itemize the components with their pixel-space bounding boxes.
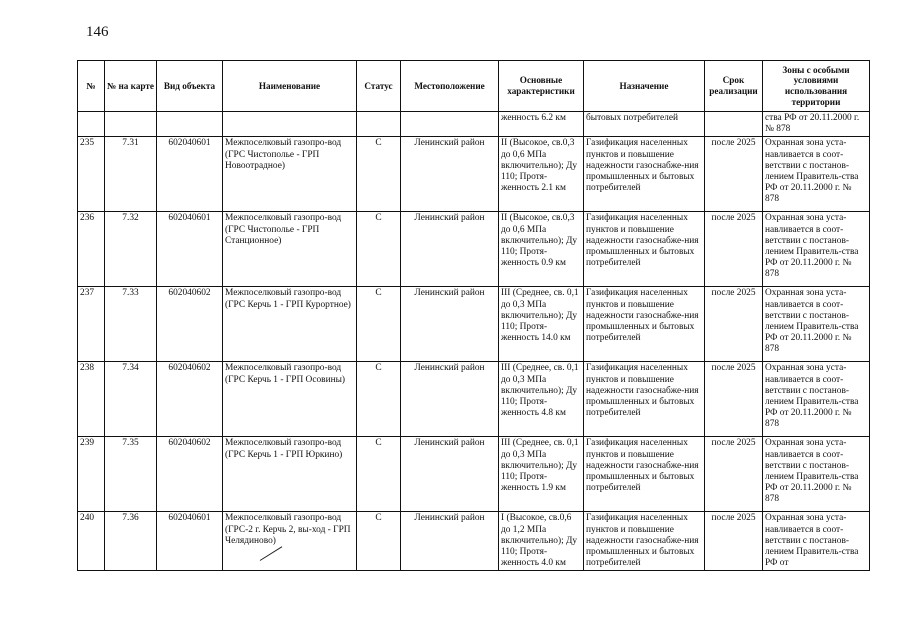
cell-zones: Охранная зона уста-навливается в соот-ветствии с постанов-лением Правитель-ства РФ от 20.11.2000 г. № 878 <box>763 212 870 287</box>
table-row <box>78 437 870 512</box>
cell-purpose: Газификация населенных пунктов и повышение надежности газоснабже-ния промышленных и бытовых потребителей <box>584 212 705 287</box>
cell-map-no: 7.35 <box>105 437 157 512</box>
cell-location: Ленинский район <box>401 512 499 571</box>
cell-characteristics: III (Среднее, св. 0,1 до 0,3 МПа включительно); Ду 110; Протя-женность 1.9 км <box>499 437 584 512</box>
cell-zones: ства РФ от 20.11.2000 г. № 878 <box>763 112 870 137</box>
cell-name: Межпоселковый газопро-вод (ГРС Керчь 1 - ГРП Юркино) <box>223 437 357 512</box>
cell-term: после 2025 <box>705 437 763 512</box>
header-object-type: Вид объекта <box>157 61 223 112</box>
page-number: 146 <box>86 24 109 40</box>
table-row <box>78 212 870 287</box>
cell-status: С <box>357 362 401 437</box>
cell-map-no: 7.34 <box>105 362 157 437</box>
cell-term: после 2025 <box>705 212 763 287</box>
cell-status: С <box>357 137 401 212</box>
cell-status: С <box>357 437 401 512</box>
gas-pipeline-table <box>77 60 870 571</box>
cell-characteristics: женность 6.2 км <box>499 112 584 137</box>
cell-name: Межпоселковый газопро-вод (ГРС Чистополье - ГРП Новоотрадное) <box>223 137 357 212</box>
continuation-row <box>78 112 870 137</box>
cell-name: Межпоселковый газопро-вод (ГРС Чистополье - ГРП Станционное) <box>223 212 357 287</box>
cell-zones: Охранная зона уста-навливается в соот-ветствии с постанов-лением Правитель-ства РФ от 20.11.2000 г. № 878 <box>763 437 870 512</box>
cell-purpose: Газификация населенных пунктов и повышение надежности газоснабже-ния промышленных и бытовых потребителей <box>584 287 705 362</box>
cell-characteristics: II (Высокое, св.0,3 до 0,6 МПа включительно); Ду 110; Протя-женность 0.9 км <box>499 212 584 287</box>
cell-map-no: 7.32 <box>105 212 157 287</box>
cell-term: после 2025 <box>705 287 763 362</box>
table-row <box>78 362 870 437</box>
cell-location: Ленинский район <box>401 362 499 437</box>
header-purpose: Назначение <box>584 61 705 112</box>
cell-purpose: бытовых потребителей <box>584 112 705 137</box>
cell-status: С <box>357 512 401 571</box>
cell-location: Ленинский район <box>401 137 499 212</box>
cell-term: после 2025 <box>705 362 763 437</box>
cell-object-type: 602040601 <box>157 212 223 287</box>
cell-object-type: 602040602 <box>157 287 223 362</box>
cell-purpose: Газификация населенных пунктов и повышение надежности газоснабже-ния промышленных и бытовых потребителей <box>584 362 705 437</box>
cell-object-type: 602040601 <box>157 512 223 571</box>
cell-purpose: Газификация населенных пунктов и повышение надежности газоснабже-ния промышленных и бытовых потребителей <box>584 437 705 512</box>
cell-no: 239 <box>78 437 105 512</box>
header-name: Наименование <box>223 61 357 112</box>
cell-map-no: 7.33 <box>105 287 157 362</box>
header-location: Местоположение <box>401 61 499 112</box>
header-zones: Зоны с особыми условиями использования территории <box>763 61 870 112</box>
cell-characteristics: III (Среднее, св. 0,1 до 0,3 МПа включительно); Ду 110; Протя-женность 14.0 км <box>499 287 584 362</box>
cell-location: Ленинский район <box>401 287 499 362</box>
header-characteristics: Основные характеристики <box>499 61 584 112</box>
header-map-no: № на карте <box>105 61 157 112</box>
cell-location: Ленинский район <box>401 437 499 512</box>
cell-purpose: Газификация населенных пунктов и повышение надежности газоснабже-ния промышленных и бытовых потребителей <box>584 137 705 212</box>
header-term: Срок реализации <box>705 61 763 112</box>
cell-characteristics: I (Высокое, св.0,6 до 1,2 МПа включительно); Ду 110; Протя-женность 4.0 км <box>499 512 584 571</box>
cell-no: 238 <box>78 362 105 437</box>
cell-zones: Охранная зона уста-навливается в соот-ветствии с постанов-лением Правитель-ства РФ от 20.11.2000 г. № 878 <box>763 287 870 362</box>
cell-name: Межпоселковый газопро-вод (ГРС-2 г. Керчь 2, вы-ход - ГРП Челядиново) <box>223 512 357 571</box>
cell-no: 236 <box>78 212 105 287</box>
cell-status: С <box>357 212 401 287</box>
table-row <box>78 512 870 571</box>
cell-name: Межпоселковый газопро-вод (ГРС Керчь 1 - ГРП Курортное) <box>223 287 357 362</box>
cell-no: 237 <box>78 287 105 362</box>
table-header-row <box>78 61 870 112</box>
cell-characteristics: II (Высокое, св.0,3 до 0,6 МПа включительно); Ду 110; Протя-женность 2.1 км <box>499 137 584 212</box>
cell-map-no: 7.31 <box>105 137 157 212</box>
cell-zones: Охранная зона уста-навливается в соот-ветствии с постанов-лением Правитель-ства РФ от 20.11.2000 г. № 878 <box>763 362 870 437</box>
cell-object-type: 602040601 <box>157 137 223 212</box>
cell-term: после 2025 <box>705 512 763 571</box>
cell-purpose: Газификация населенных пунктов и повышение надежности газоснабже-ния промышленных и бытовых потребителей <box>584 512 705 571</box>
cell-object-type: 602040602 <box>157 362 223 437</box>
cell-no: 240 <box>78 512 105 571</box>
cell-object-type: 602040602 <box>157 437 223 512</box>
header-status: Статус <box>357 61 401 112</box>
cell-name: Межпоселковый газопро-вод (ГРС Керчь 1 - ГРП Осовины) <box>223 362 357 437</box>
table-row <box>78 137 870 212</box>
cell-no: 235 <box>78 137 105 212</box>
cell-map-no: 7.36 <box>105 512 157 571</box>
cell-status: С <box>357 287 401 362</box>
header-no: № <box>78 61 105 112</box>
cell-term: после 2025 <box>705 137 763 212</box>
cell-characteristics: III (Среднее, св. 0,1 до 0,3 МПа включительно); Ду 110; Протя-женность 4.8 км <box>499 362 584 437</box>
cell-zones: Охранная зона уста-навливается в соот-ветствии с постанов-лением Правитель-ства РФ от 20.11.2000 г. № 878 <box>763 137 870 212</box>
cell-zones: Охранная зона уста-навливается в соот-ветствии с постанов-лением Правитель-ства РФ от <box>763 512 870 571</box>
cell-location: Ленинский район <box>401 212 499 287</box>
table-row <box>78 287 870 362</box>
